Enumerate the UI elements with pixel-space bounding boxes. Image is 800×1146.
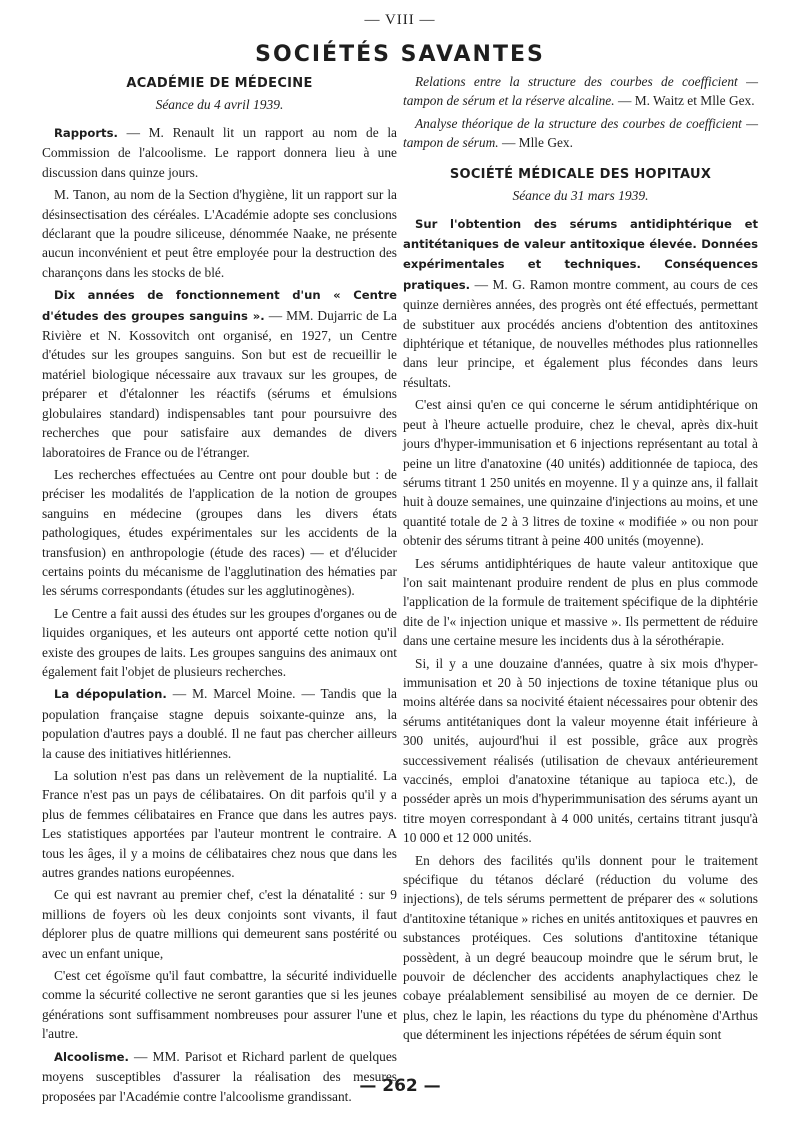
section-title-academie: ACADÉMIE DE MÉDECINE bbox=[126, 76, 313, 91]
lead-obtention-serums: Sur l'obtention des sérums antidiphtérique et antitétaniques de valeur antitoxique élevée. Données expérimentales et techniques. Conséquences pratiques. bbox=[403, 216, 758, 292]
paragraph-groupes-sanguins bbox=[42, 285, 397, 462]
left-column bbox=[42, 72, 397, 1109]
paragraph-nuptialite: La solution n'est pas dans un relèvement de la nuptialité. La France n'est pas un pays de célibataires. On dit parfois qu'il y a plus de femmes célibataires en France que dans les autres pays. Les statistiques apportées par l'auteur montrent le contraire. A tous les âges, il y a moins de célibataires chez nous que dans les autres grandes nations européennes. bbox=[42, 768, 397, 881]
lead-depopulation: La dépopulation. bbox=[54, 687, 167, 702]
text-rapports: — M. Renault lit un rapport au nom de la Commission de l'alcoolisme. Le rapport donnera lieu à une discussion dans quinze jours. bbox=[42, 125, 397, 180]
paragraph-tanon: M. Tanon, au nom de la Section d'hygiène, lit un rapport sur la désinsectisation des céréales. L'Académie adopte ses conclusions déclarant que la poudre siliceuse, dénommée Naake, ne présente aucun inconvénient et peut être employée pour la destruction des charançons dans les stocks de blé. bbox=[42, 187, 397, 280]
reference-relations bbox=[403, 72, 758, 111]
references-block bbox=[403, 72, 758, 153]
text-depopulation: — M. Marcel Moine. — Tandis que la population française stagne depuis soixante-quinze ans, la population d'autres pays a doublé. Il ne faut pas chercher ailleurs la cause des initiatives hitlériennes. bbox=[42, 686, 397, 761]
paragraph-antitetaniques: Si, il y a une douzaine d'années, quatre à six mois d'hyper-immunisation et 20 à 50 injections de toxine tétanique plus ou moins altérée dans sa nocivité étaient nécessaires pour obtenir des sérums antitétaniques dont la valeur moyenne était inférieure à 300 unités, aujourd'hui il est possible, grâce aux progrès successivement réalisés (utilisation de chevaux antérieurement vaccinés, emploi d'anatoxine tétanique au tapioca etc.), de posséder après un mois d'hyperimmunisation des sérums ayant un titre moyen correspondant à 4 000 unités, certains titrant jusqu'à 10 000 et 12 000 unités. bbox=[403, 655, 758, 846]
paragraph-recherches: Les recherches effectuées au Centre ont pour double but : de préciser les modalités de l'application de la notion de groupes sanguins en médecine (groupes dans les divers états pathologiques, études expérimentales sur les accidents de la transfusion) en anthropologie (étude des races) — et d'élucider certains points du mécanisme de l'agglutination des hématies par les sérums correspondants (études sur les agglutinogènes). bbox=[42, 466, 397, 599]
reference-analyse bbox=[403, 114, 758, 153]
reference-analyse-title: Analyse théorique de la structure des courbes de coefficient — tampon de sérum. bbox=[403, 115, 758, 151]
text-alcoolisme: — MM. Parisot et Richard parlent de quelques moyens susceptibles d'assurer la réalisation des mesures proposées par l'Académie contre l'alcoolisme grandissant. bbox=[42, 1048, 397, 1104]
page-title: SOCIÉTÉS SAVANTES bbox=[255, 42, 545, 67]
session-date-hopitaux: Séance du 31 mars 1939. bbox=[512, 187, 649, 203]
reference-relations-title: Relations entre la structure des courbes de coefficient — tampon de sérum et la réserve alcaline. bbox=[403, 74, 758, 109]
section-title-hopitaux: SOCIÉTÉ MÉDICALE DES HOPITAUX bbox=[449, 166, 712, 182]
reference-relations-authors: — M. Waitz et Mlle Gex. bbox=[614, 93, 755, 109]
paragraph-serum-antidiphterique: C'est ainsi qu'en ce qui concerne le sérum antidiphtérique on peut à l'heure actuelle produire, chez le cheval, après dix-huit jours d'hyper-immunisation et 6 injections représentant au total à peine un litre d'anatoxine (40 unités) additionnée de tapioca, des sérums titrant 1 250 unités en moyenne. Il y a quinze ans, il fallait huit à douze semaines, une quinzaine d'injections au moins, et une quantité totale de 2 à 3 litres de toxine « modifiée » ou non pour obtenir des sérums titrant à peine 400 unités (moyenne). bbox=[403, 397, 758, 549]
paragraph-rapports bbox=[42, 123, 397, 182]
lead-rapports: Rapports. bbox=[54, 126, 118, 140]
paragraph-denatalite: Ce qui est navrant au premier chef, c'est la dénatalité : sur 9 millions de foyers où les deux conjoints sont vivants, il faut déplorer plus de quatre millions qui demeurent sans postérité ou avec un enfant unique, bbox=[42, 887, 397, 961]
right-column bbox=[403, 72, 758, 1048]
text-obtention-serums: — M. G. Ramon montre comment, au cours de ces quinze dernières années, des progrès ont été effectués, permettant de substituer aux procédés anciens d'obtention des antitoxines diphtérique et tétanique, de nouvelles méthodes plus rationnelles dans leur principe, et également plus fécondes dans leurs résultats. bbox=[403, 276, 758, 390]
paragraph-haute-valeur: Les sérums antidiphtériques de haute valeur antitoxique que l'on sait maintenant produire rendent de plus en plus commode l'application de la formule de traitement spécifique de la diphtérie dite de l'« injection unique et massive ». Ils permettent de réduire dans une certaine mesure les incidents dus à la sérothérapie. bbox=[403, 555, 758, 649]
paragraph-depopulation bbox=[42, 684, 397, 763]
paragraph-facilites: En dehors des facilités qu'ils donnent pour le traitement spécifique du tétanos déclaré (réduction du volume des injections), de tels sérums permettent de préparer des « solutions d'antitoxine tétanique » riches en unités antitoxiques et pauvres en substances protéiques. Ces solutions d'antitoxine tétanique possèdent, à un degré beaucoup moindre que le sérum brut, le pouvoir de déclencher des accidents anaphylactiques chez le cobaye préalablement sensibilisé au moyen de ce dernier. De plus, chez le lapin, les réactions du type du phénomène d'Arthus que déterminent les injections répétées de sérum équin sont bbox=[403, 852, 758, 1043]
roman-page-number: — VIII — bbox=[364, 12, 436, 28]
paragraph-egoisme: C'est cet égoïsme qu'il faut combattre, la sécurité individuelle comme la sécurité collective ne seront garanties que si les jeunes générations sont suffisamment nombreuses pour assurer l'une et l'autre. bbox=[42, 968, 397, 1042]
lead-alcoolisme: Alcoolisme. bbox=[54, 1049, 129, 1064]
paragraph-centre: Le Centre a fait aussi des études sur les groupes d'organes ou de liquides organiques, et les auteurs ont apporté cette notion qu'il existe des groupes de laits. Les groupes sanguins des animaux ont également fait l'objet de plusieurs recherches. bbox=[42, 605, 397, 679]
paragraph-obtention-serums bbox=[403, 214, 758, 393]
lead-groupes-sanguins: Dix années de fonctionnement d'un « Centre d'études des groupes sanguins ». bbox=[42, 288, 397, 323]
session-date-academie: Séance du 4 avril 1939. bbox=[155, 97, 284, 112]
reference-analyse-authors: — Mlle Gex. bbox=[498, 135, 573, 151]
page-number: — 262 — bbox=[359, 1076, 441, 1096]
text-groupes-sanguins: — MM. Dujarric de La Rivière et N. Kossovitch ont organisé, en 1927, un Centre d'études sur les groupes sanguins. Son but est de recueillir le matériel biologique nécessaire aux travaux sur les groupes, de préparer et d'étalonner les réactifs (sérums et émulsions globulaires standard) indispensables tant pour poursuivre des recherches que pour satisfaire aux demandes de divers laboratoires de France ou de l'étranger. bbox=[42, 307, 397, 460]
